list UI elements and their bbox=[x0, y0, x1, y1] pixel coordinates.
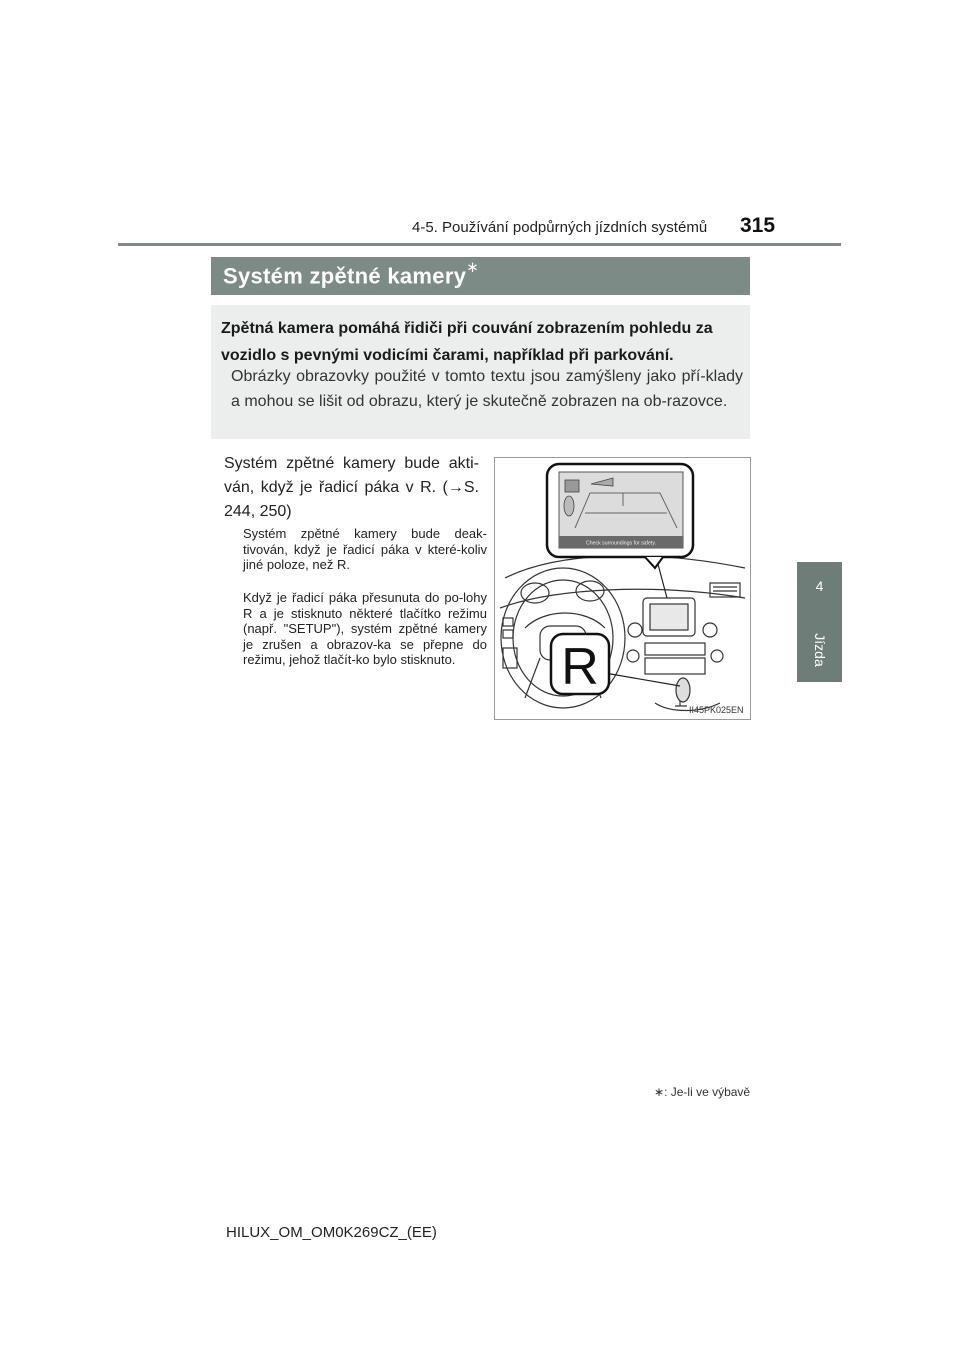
dashboard-illustration bbox=[495, 458, 750, 719]
section-title bbox=[223, 261, 479, 289]
footnote-mark: ∗ bbox=[654, 1085, 665, 1099]
intro-note-text: Obrázky obrazovky použité v tomto textu jsou zamýšleny jako pří-klady a mohou se lišit od obrazu, který je skutečně zobrazen na ob-razovce. bbox=[231, 368, 743, 410]
chapter-number: 4 bbox=[815, 578, 824, 594]
body-note-2: Když je řadicí páka přesunuta do po-lohy R a je stisknuto některé tlačítko režimu (např. "SETUP"), systém zpětné kamery je zrušen a obrazov-ka se přepne do režimu, jehož tlačít-ko bylo stisknuto. bbox=[243, 590, 487, 667]
section-title-bar bbox=[211, 257, 750, 295]
running-header-title: 4-5. Používání podpůrných jízdních systémů bbox=[412, 219, 708, 236]
chapter-label-box bbox=[797, 625, 842, 675]
illustration-frame bbox=[494, 457, 751, 720]
body-main-text: Systém zpětné kamery bude akti-ván, když je řadicí páka v R. (→S. 244, 250) bbox=[224, 455, 479, 520]
footnote-text: : Je-li ve výbavě bbox=[664, 1085, 751, 1099]
screen-caption: Check surroundings for safety. bbox=[586, 540, 656, 547]
document-id: HILUX_OM_OM0K269CZ_(EE) bbox=[226, 1224, 437, 1241]
chapter-label: Jízda bbox=[811, 633, 828, 667]
gear-label: R bbox=[561, 638, 599, 696]
optional-asterisk: ∗ bbox=[466, 259, 480, 276]
section-title-text: Systém zpětné kamery bbox=[223, 263, 467, 289]
page-number: 315 bbox=[740, 214, 776, 237]
intro-box bbox=[211, 305, 750, 439]
header-rule bbox=[118, 243, 841, 246]
intro-bold-text: Zpětná kamera pomáhá řidiči při couvání zobrazením pohledu za vozidlo s pevnými vodicími čarami, například při parkování. bbox=[221, 320, 713, 364]
footnote bbox=[654, 1085, 750, 1099]
figure-code: II45PK025EN bbox=[689, 705, 744, 715]
body-note-1: Systém zpětné kamery bude deak-tivován, když je řadicí páka v které-koliv jiné poloze, než R. bbox=[243, 526, 487, 572]
